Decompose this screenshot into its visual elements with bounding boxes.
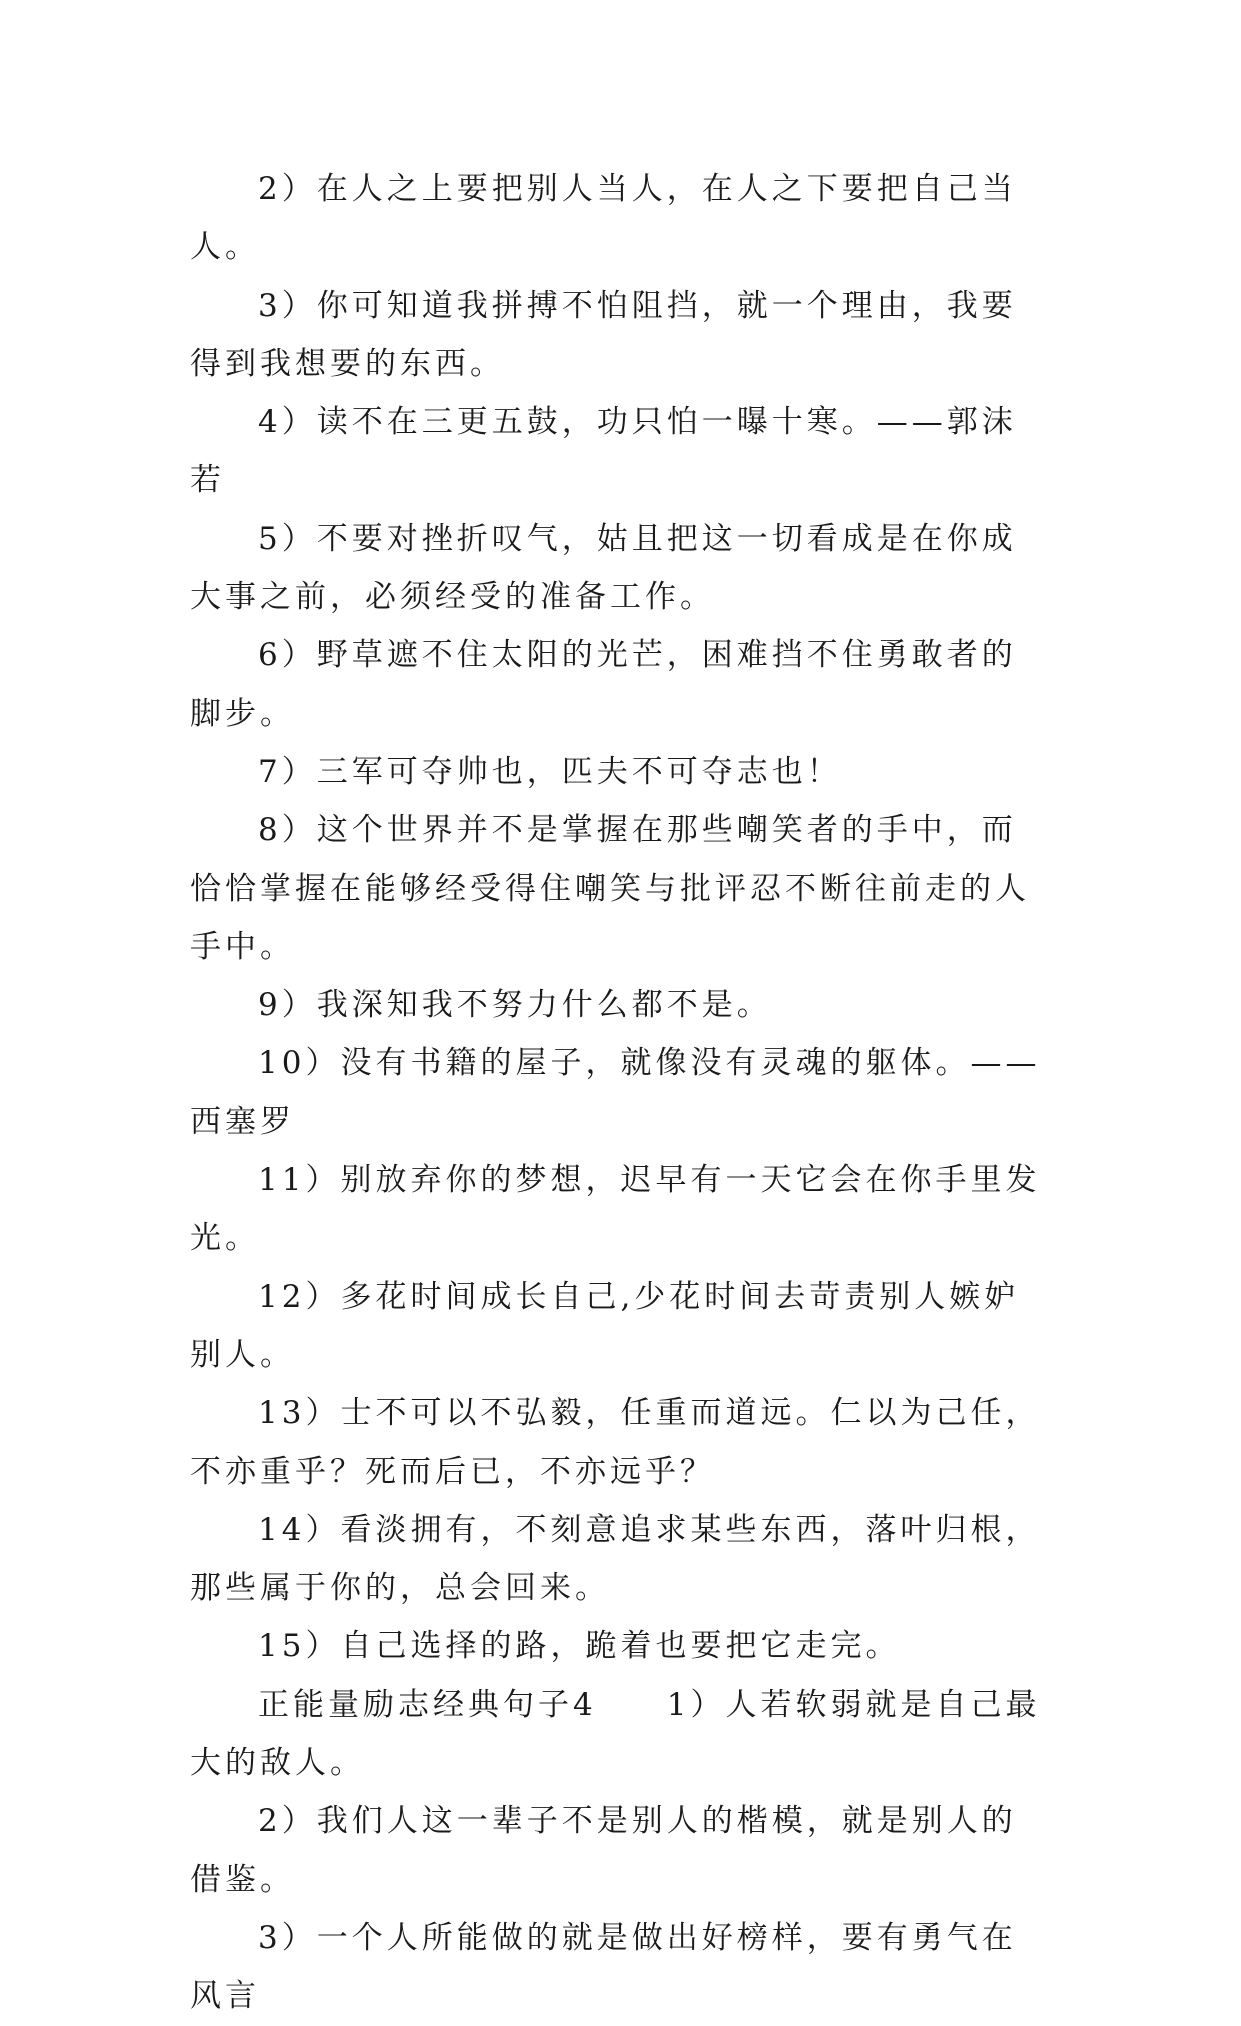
paragraph: 8）这个世界并不是掌握在那些嘲笑者的手中，而恰恰掌握在能够经受得住嘲笑与批评忍不断往前走的人手中。 <box>190 812 1030 965</box>
paragraph: 15）自己选择的路，跪着也要把它走完。 <box>258 1628 901 1665</box>
document-body <box>190 160 1050 2026</box>
paragraph: 5）不要对挫折叹气，姑且把这一切看成是在你成大事之前，必须经受的准备工作。 <box>190 520 1017 616</box>
paragraph: 3）你可知道我拼搏不怕阻挡，就一个理由，我要得到我想要的东西。 <box>190 287 1017 382</box>
section-heading-paragraph: 正能量励志经典句子4 1）人若软弱就是自己最大的敌人。 <box>190 1686 1041 1782</box>
paragraph: 11）别放弃你的梦想，迟早有一天它会在你手里发光。 <box>190 1162 1041 1257</box>
paragraph: 14）看淡拥有，不刻意追求某些东西，落叶归根，那些属于你的，总会回来。 <box>190 1511 1041 1607</box>
paragraph: 13）士不可以不弘毅，任重而道远。仁以为己任，不亦重乎？死而后已，不亦远乎？ <box>190 1395 1041 1490</box>
paragraph: 2）在人之上要把别人当人，在人之下要把自己当人。 <box>190 171 1017 266</box>
paragraph: 7）三军可夺帅也，匹夫不可夺志也！ <box>258 753 842 790</box>
paragraph: 9）我深知我不努力什么都不是。 <box>258 987 772 1024</box>
paragraph: 4）读不在三更五鼓，功只怕一曝十寒。——郭沫若 <box>190 404 1017 499</box>
paragraph: 10）没有书籍的屋子，就像没有灵魂的躯体。——西塞罗 <box>190 1045 1041 1140</box>
paragraph: 2）我们人这一辈子不是别人的楷模，就是别人的借鉴。 <box>190 1803 1017 1898</box>
paragraph: 12）多花时间成长自己,少花时间去苛责别人嫉妒别人。 <box>190 1278 1020 1373</box>
paragraph: 6）野草遮不住太阳的光芒，困难挡不住勇敢者的脚步。 <box>190 637 1017 732</box>
paragraph: 3）一个人所能做的就是做出好榜样，要有勇气在风言 <box>190 1919 1017 2015</box>
